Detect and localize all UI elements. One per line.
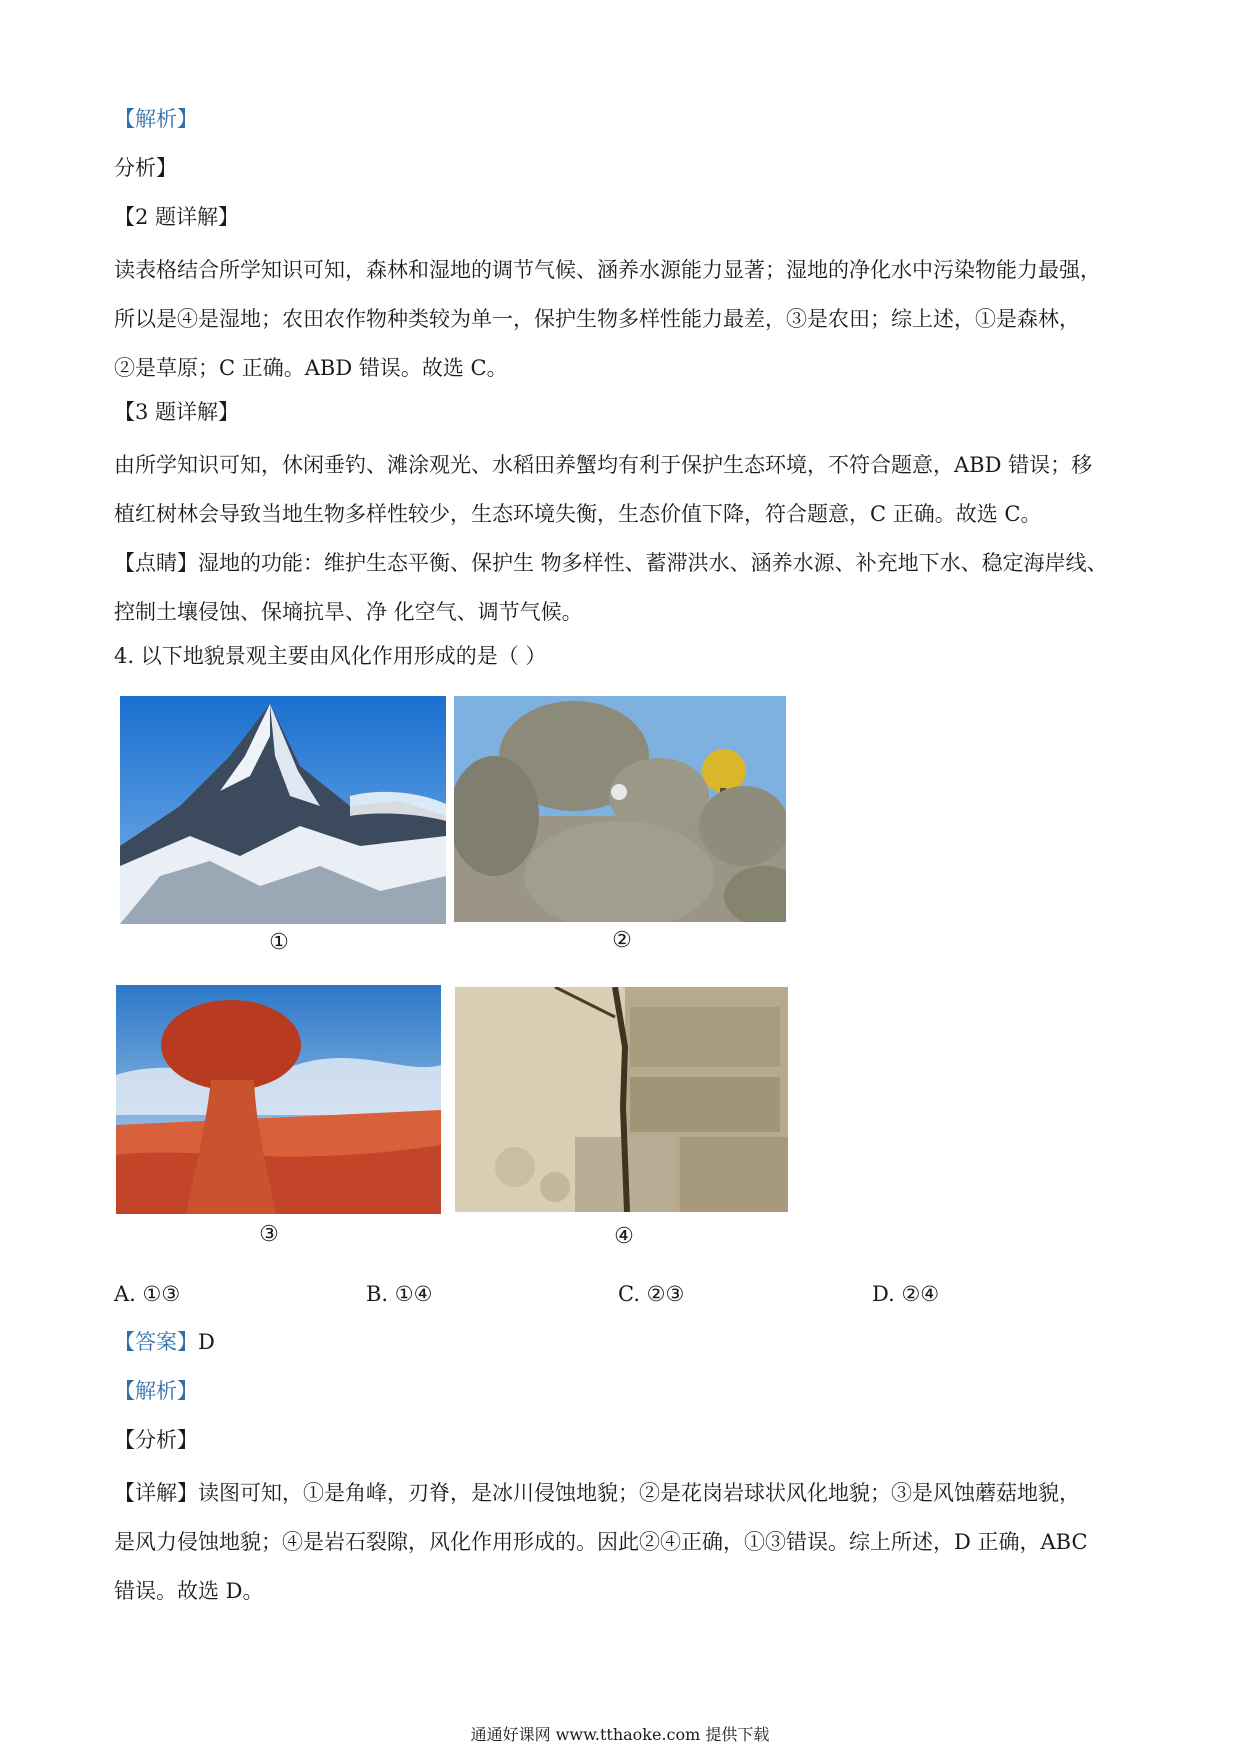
q4-detail bbox=[114, 1469, 1134, 1616]
figure-caption-1: ① bbox=[269, 930, 289, 955]
answer-label: 【答案】 bbox=[114, 1330, 198, 1354]
figure-granite-boulders-photo bbox=[454, 696, 786, 922]
option-c: C. ②③ bbox=[618, 1282, 685, 1306]
q3-line-2: 植红树林会导致当地生物多样性较少，生态环境失衡，生态价值下降，符合题意，C 正确。故选 C。 bbox=[114, 502, 1042, 526]
detail-label: 【详解】 bbox=[114, 1481, 198, 1505]
figure-matterhorn-photo bbox=[120, 696, 446, 924]
answer-value: D bbox=[198, 1330, 215, 1354]
q2-line-2: 所以是④是湿地；农田农作物种类较为单一，保护生物多样性能力最差，③是农田；综上述，①是森林， bbox=[114, 307, 1080, 331]
figure-caption-2: ② bbox=[612, 928, 632, 953]
q2-heading: 【2 题详解】 bbox=[114, 205, 240, 229]
granite-boulders-illustration bbox=[454, 696, 786, 922]
rock-crack-illustration bbox=[455, 987, 788, 1212]
fenxi-heading-2: 【分析】 bbox=[114, 1428, 198, 1452]
dianjing-block bbox=[114, 539, 1134, 637]
detail-text-1: 读图可知，①是角峰，刃脊，是冰川侵蚀地貌；②是花岗岩球状风化地貌；③是风蚀蘑菇地貌， bbox=[198, 1481, 1080, 1505]
answer-line bbox=[114, 1327, 215, 1357]
dianjing-line-2: 控制土壤侵蚀、保墒抗旱、净 化空气、调节气候。 bbox=[114, 600, 583, 624]
q2-detail bbox=[114, 246, 1134, 393]
option-d: D. ②④ bbox=[872, 1282, 940, 1306]
jiexi-heading-1: 【解析】 bbox=[114, 107, 198, 131]
dianjing-label: 【点睛】 bbox=[114, 551, 198, 575]
fenxi-heading-1: 分析】 bbox=[114, 156, 177, 180]
figure-rock-crack-photo bbox=[455, 987, 788, 1212]
figure-caption-3: ③ bbox=[259, 1222, 279, 1247]
matterhorn-illustration bbox=[120, 696, 446, 924]
dianjing-line-1 bbox=[114, 539, 1134, 588]
mushroom-rock-illustration bbox=[116, 985, 441, 1214]
q2-line-1: 读表格结合所学知识可知，森林和湿地的调节气候、涵养水源能力显著；湿地的净化水中污染物能力最强， bbox=[114, 258, 1101, 282]
page-footer: 通通好课网 www.tthaoke.com 提供下载 bbox=[470, 1725, 770, 1744]
figure-caption-4: ④ bbox=[614, 1224, 634, 1249]
q2-line-3: ②是草原；C 正确。ABD 错误。故选 C。 bbox=[114, 356, 508, 380]
q4-detail-line-3: 错误。故选 D。 bbox=[114, 1579, 264, 1603]
figure-mushroom-rock-photo bbox=[116, 985, 441, 1214]
dianjing-text-1: 湿地的功能：维护生态平衡、保护生 物多样性、蓄滞洪水、涵养水源、补充地下水、稳定海岸线、 bbox=[198, 551, 1108, 575]
option-a: A. ①③ bbox=[114, 1282, 181, 1306]
q4-detail-line-2: 是风力侵蚀地貌；④是岩石裂隙，风化作用形成的。因此②④正确，①③错误。综上所述，D 正确，ABC bbox=[114, 1530, 1088, 1554]
q3-line-1: 由所学知识可知，休闲垂钓、滩涂观光、水稻田养蟹均有利于保护生态环境，不符合题意，ABD 错误；移 bbox=[114, 453, 1093, 477]
jiexi-heading-2: 【解析】 bbox=[114, 1379, 198, 1403]
q3-detail bbox=[114, 441, 1134, 539]
q4-detail-line-1 bbox=[114, 1469, 1134, 1518]
question-4-stem: 4. 以下地貌景观主要由风化作用形成的是（ ） bbox=[114, 644, 547, 668]
q3-heading: 【3 题详解】 bbox=[114, 400, 240, 424]
option-b: B. ①④ bbox=[366, 1282, 433, 1306]
